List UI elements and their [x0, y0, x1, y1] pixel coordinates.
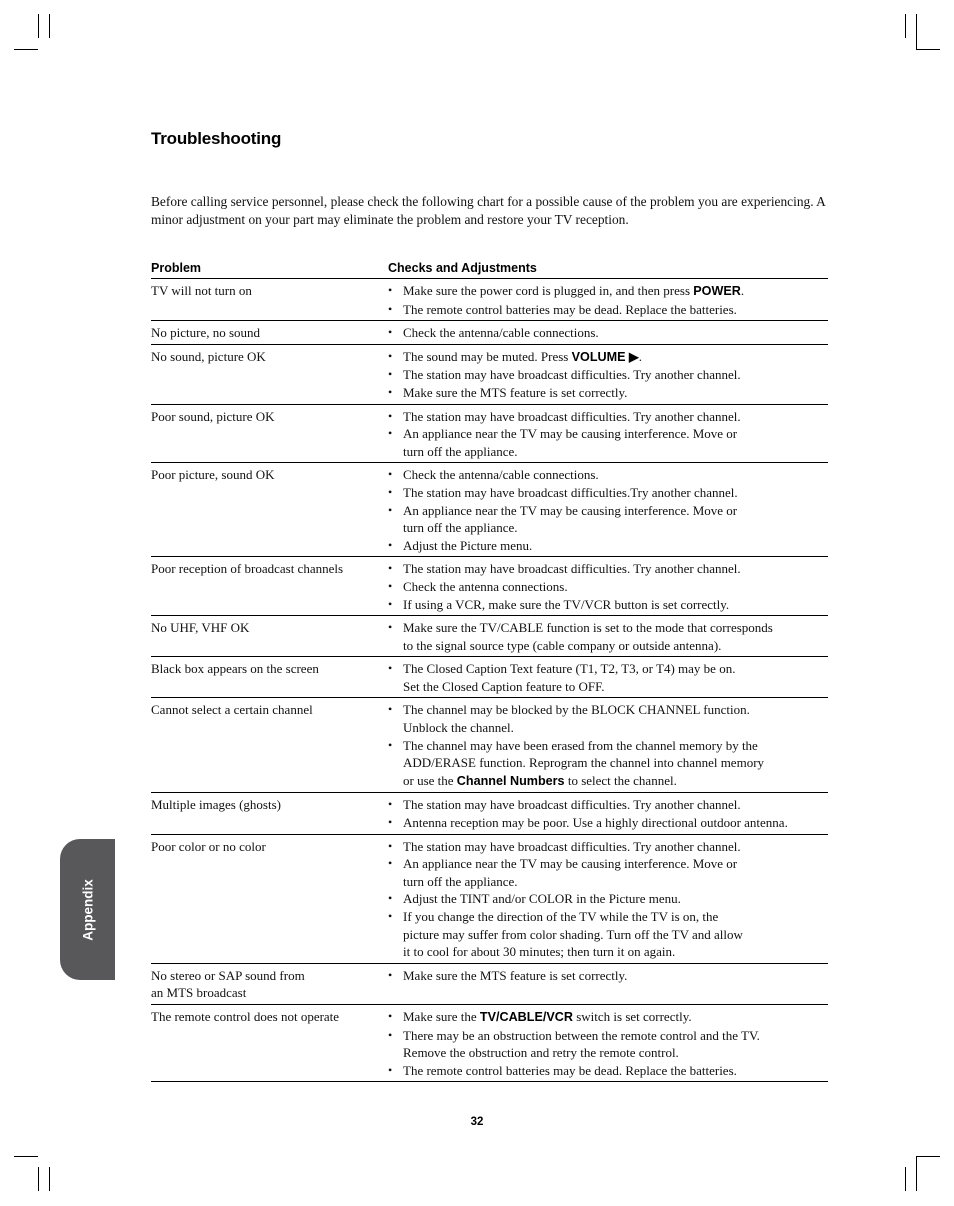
keyword: TV/CABLE/VCR: [479, 1009, 573, 1024]
check-text: The channel may have been erased from the channel memory by the ADD/ERASE function. Reprogram the channel into channel memory or use the: [403, 737, 765, 788]
check-text: An appliance near the TV may be causing interference. Move or turn off the appliance.: [403, 426, 738, 459]
check-item: [388, 737, 828, 791]
check-text: If you change the direction of the TV while the TV is on, the picture may suffer from color shading. Turn off the TV and allow it to cool for about 30 minutes; then turn it on again.: [403, 909, 743, 960]
check-text: Adjust the TINT and/or COLOR in the Picture menu.: [403, 891, 681, 907]
check-item: [388, 660, 828, 695]
check-item: [388, 890, 828, 908]
table-body: [151, 279, 828, 1082]
check-text: An appliance near the TV may be causing interference. Move or turn off the appliance.: [403, 502, 738, 536]
table-row: [151, 616, 828, 657]
check-item: [388, 384, 828, 402]
checks-list: [388, 466, 828, 554]
check-item: [388, 838, 828, 856]
check-item: [388, 796, 828, 814]
check-text: switch is set correctly.: [572, 1008, 692, 1024]
check-item: [388, 814, 828, 832]
table-header: [151, 259, 828, 279]
check-text: The station may have broadcast difficulties. Try another channel.: [403, 797, 741, 813]
check-item: [388, 537, 828, 555]
check-item: [388, 502, 828, 537]
check-text: .: [740, 283, 745, 298]
checks-list: [388, 619, 828, 654]
problem-cell: Poor color or no color: [151, 838, 266, 854]
problem-cell: No stereo or SAP sound from an MTS broadcast: [151, 967, 305, 1001]
keyword: VOLUME ▶: [571, 349, 639, 364]
check-item: [388, 701, 828, 736]
table-row: [151, 463, 828, 557]
problem-cell: Black box appears on the screen: [151, 661, 319, 677]
check-text: The remote control batteries may be dead. Replace the batteries.: [403, 1062, 737, 1078]
check-text: Adjust the Picture menu.: [403, 537, 533, 553]
problem-cell: Poor picture, sound OK: [151, 467, 275, 483]
check-item: [388, 619, 828, 654]
check-item: [388, 908, 828, 961]
problem-cell: Poor reception of broadcast channels: [151, 561, 344, 577]
table-row: [151, 557, 828, 616]
check-text: Make sure the power cord is plugged in, and then press: [403, 283, 694, 298]
check-text: The sound may be muted. Press: [403, 348, 572, 364]
check-item: [388, 425, 828, 460]
table-row: [151, 793, 828, 834]
check-item: [388, 324, 828, 342]
check-item: [388, 466, 828, 484]
intro-paragraph: Before calling service personnel, please check the following chart for a possible cause of the problem you are experiencing. A minor adjustment on your part may eliminate the problem and restore your TV reception.: [151, 194, 826, 227]
check-text: An appliance near the TV may be causing interference. Move or turn off the appliance.: [403, 856, 738, 889]
check-item: [388, 578, 828, 596]
check-item: [388, 282, 828, 301]
problem-cell: No picture, no sound: [151, 325, 261, 341]
checks-list: [388, 660, 828, 695]
troubleshooting-table: [151, 259, 828, 1082]
checks-list: [388, 324, 828, 342]
check-text: The station may have broadcast difficulties. Try another channel.: [403, 408, 741, 424]
problem-cell: Multiple images (ghosts): [151, 797, 281, 813]
checks-list: [388, 796, 828, 831]
check-text: The remote control batteries may be dead. Replace the batteries.: [403, 301, 737, 317]
check-text: The station may have broadcast difficulties. Try another channel.: [403, 561, 741, 577]
checks-list: [388, 967, 828, 1002]
problem-cell: Cannot select a certain channel: [151, 702, 313, 718]
header-problem: Problem: [151, 261, 202, 275]
page-number: 32: [470, 1116, 484, 1128]
check-item: [388, 366, 828, 384]
table-row: [151, 657, 828, 698]
checks-list: [388, 1008, 828, 1079]
check-text: Make sure the MTS feature is set correctly.: [403, 384, 628, 400]
check-item: [388, 855, 828, 890]
problem-cell: The remote control does not operate: [151, 1008, 340, 1024]
check-item: [388, 484, 828, 502]
check-text: to select the channel.: [564, 772, 677, 788]
check-text: The station may have broadcast difficulties. Try another channel.: [403, 838, 741, 854]
problem-cell: TV will not turn on: [151, 283, 252, 298]
check-text: The station may have broadcast difficulties.Try another channel.: [403, 484, 738, 500]
check-item: [388, 408, 828, 426]
table-row: [151, 345, 828, 405]
check-text: If using a VCR, make sure the TV/VCR button is set correctly.: [403, 596, 730, 612]
check-text: Make sure the MTS feature is set correctly.: [403, 967, 628, 983]
check-text: The channel may be blocked by the BLOCK CHANNEL function. Unblock the channel.: [403, 702, 750, 736]
problem-cell: No sound, picture OK: [151, 348, 266, 364]
checks-list: [388, 838, 828, 961]
table-row: [151, 1005, 828, 1082]
problem-cell: Poor sound, picture OK: [151, 408, 275, 424]
check-item: [388, 301, 828, 319]
checks-list: [388, 348, 828, 402]
page-title: Troubleshooting: [151, 129, 282, 148]
checks-list: [388, 701, 828, 790]
keyword: Channel Numbers: [456, 773, 565, 788]
table-row: [151, 405, 828, 464]
check-item: [388, 967, 828, 985]
check-item: [388, 560, 828, 578]
checks-list: [388, 560, 828, 613]
check-text: There may be an obstruction between the remote control and the TV. Remove the obstruction and retry the remote control.: [403, 1027, 760, 1061]
check-text: Make sure the: [403, 1008, 480, 1024]
check-text: Make sure the TV/CABLE function is set to the mode that corresponds to the signal source type (cable company or outside antenna).: [403, 620, 773, 653]
check-text: The Closed Caption Text feature (T1, T2, T3, or T4) may be on. Set the Closed Caption feature to OFF.: [403, 661, 736, 694]
check-item: [388, 1027, 828, 1062]
check-text: The station may have broadcast difficulties. Try another channel.: [403, 367, 741, 383]
check-item: [388, 1062, 828, 1080]
appendix-tab: [60, 839, 115, 980]
table-row: [151, 279, 828, 321]
keyword: POWER: [693, 284, 741, 298]
table-row: [151, 698, 828, 793]
check-text: Check the antenna/cable connections.: [403, 325, 599, 341]
table-row: [151, 964, 828, 1005]
table-row: [151, 321, 828, 345]
check-item: [388, 1008, 828, 1027]
check-text: Antenna reception may be poor. Use a highly directional outdoor antenna.: [403, 815, 788, 831]
checks-list: [388, 408, 828, 461]
checks-list: [388, 282, 828, 318]
problem-cell: No UHF, VHF OK: [151, 620, 250, 636]
appendix-tab-label: Appendix: [80, 878, 95, 941]
header-checks: Checks and Adjustments: [388, 261, 537, 275]
check-text: .: [638, 348, 642, 364]
check-item: [388, 596, 828, 614]
check-item: [388, 348, 828, 367]
table-row: [151, 835, 828, 964]
check-text: Check the antenna connections.: [403, 578, 568, 594]
check-text: Check the antenna/cable connections.: [403, 467, 599, 483]
